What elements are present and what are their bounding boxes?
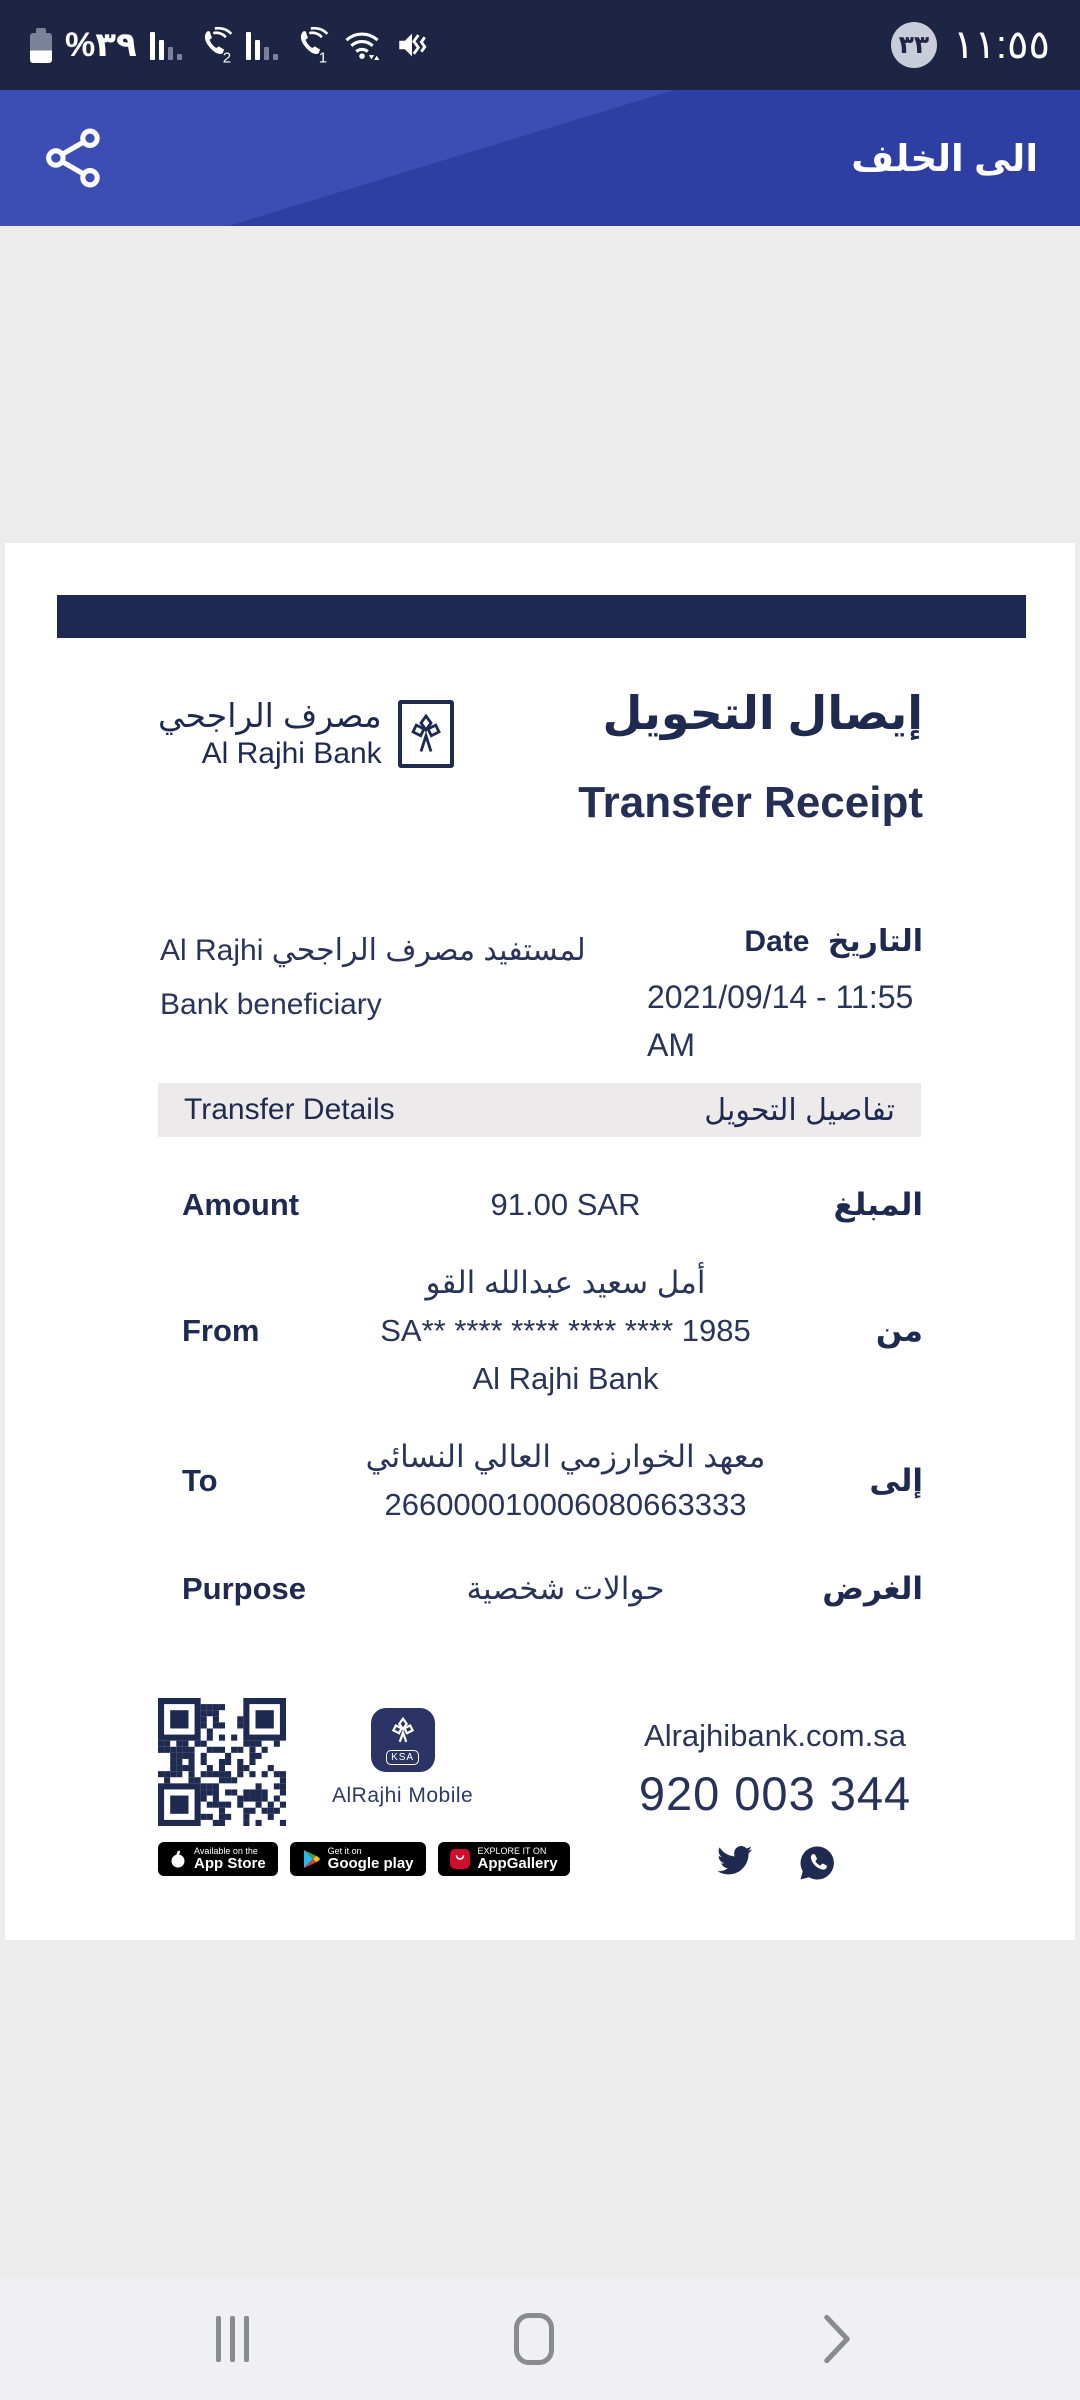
transfer-details-title-ar: تفاصيل التحويل (704, 1093, 895, 1127)
bank-name-ar: مصرف الراجحي (158, 697, 382, 734)
google-play-icon (302, 1849, 320, 1869)
date-label-ar: التاريخ (827, 925, 923, 958)
home-button[interactable] (489, 2278, 579, 2400)
recipient-name: معهد الخوارزمي العالي النسائي (365, 1439, 766, 1475)
row-to (158, 1433, 923, 1529)
row-label-ar: الغرض (822, 1571, 923, 1607)
website: Alrajhibank.com.sa (644, 1718, 906, 1754)
footer-left (158, 1698, 570, 1881)
status-bar (0, 0, 1080, 90)
wifi-call-sim1-icon (291, 26, 329, 64)
badge-top-text: EXPLORE IT ON (477, 1845, 547, 1856)
clock: ١١:٥٥ (952, 23, 1050, 67)
sender-name: أمل سعيد عبدالله القو (425, 1265, 706, 1301)
bank-emblem-icon (398, 700, 454, 768)
app-store-badge (158, 1842, 278, 1876)
badge-bottom-text: Google play (327, 1855, 414, 1873)
status-right (891, 22, 1050, 68)
share-button[interactable] (42, 126, 106, 190)
battery-icon (30, 28, 52, 63)
notification-count-badge: ٣٣ (891, 22, 937, 68)
row-label-en: To (182, 1463, 218, 1499)
battery-percent: %٣٩ (65, 26, 137, 64)
date-label-en: Date (744, 925, 810, 958)
signal-bars-sim2-icon (150, 30, 182, 60)
badge-bottom-text: AppGallery (477, 1855, 558, 1873)
alrajhi-mobile-app-icon (371, 1708, 435, 1772)
date-block (647, 924, 923, 1069)
section-header (158, 1083, 921, 1137)
qr-code (158, 1698, 286, 1826)
whatsapp-icon (799, 1845, 835, 1881)
row-value (328, 1433, 803, 1529)
sim2-number: 2 (222, 49, 231, 64)
receipt-header (158, 686, 923, 828)
row-label-en: Amount (182, 1187, 300, 1223)
bank-name-en: Al Rajhi Bank (201, 736, 382, 770)
twitter-icon (715, 1845, 753, 1879)
wifi-call-sim2-icon (195, 26, 233, 64)
receipt-card (5, 543, 1075, 1940)
date-row (160, 924, 923, 1069)
sender-iban: SA** **** **** **** **** 1985 (380, 1313, 751, 1349)
sim1-number: 1 (318, 49, 327, 64)
row-label-ar: المبلغ (833, 1187, 923, 1223)
receipt-title-ar: إيصال التحويل (602, 687, 923, 739)
transfer-details-title-en: Transfer Details (184, 1093, 395, 1126)
row-value: 91.00 SAR (490, 1187, 641, 1222)
nav-bar (0, 2278, 1080, 2400)
google-play-badge (290, 1842, 426, 1876)
date-value: 2021/09/14 - 11:55 AM (647, 979, 914, 1063)
beneficiary-note: لمستفيد مصرف الراجحي Al Rajhi Bank beneficiary (160, 934, 586, 1021)
recipient-account: 266000010006080663333 (384, 1487, 747, 1523)
row-label-en: Purpose (182, 1571, 307, 1607)
back-chevron-icon (823, 2314, 851, 2364)
recents-icon (216, 2316, 249, 2362)
row-label-ar: من (875, 1313, 923, 1349)
badge-top-text: Get it on (327, 1845, 362, 1856)
row-amount (158, 1181, 923, 1229)
recents-button[interactable] (187, 2278, 277, 2400)
details-table (158, 1181, 923, 1613)
back-button[interactable]: الى الخلف (851, 137, 1038, 179)
row-label-en: From (182, 1313, 260, 1349)
receipt-footer (158, 1698, 925, 1881)
phone-number: 920 003 344 (638, 1767, 912, 1821)
footer-right (625, 1718, 925, 1881)
receipt-title-en: Transfer Receipt (578, 778, 923, 827)
share-icon (42, 126, 106, 190)
apple-icon (170, 1849, 186, 1869)
app-name: AlRajhi Mobile (332, 1784, 474, 1808)
home-icon (514, 2313, 554, 2365)
sender-bank: Al Rajhi Bank (472, 1361, 659, 1397)
row-from (158, 1259, 923, 1403)
store-badges (158, 1842, 570, 1876)
back-nav-button[interactable] (792, 2278, 882, 2400)
card-top-bar (57, 595, 1026, 638)
row-label-ar: إلى (869, 1463, 923, 1499)
vibrate-icon (395, 28, 429, 62)
badge-top-text: Available on the (194, 1845, 258, 1856)
ksa-label: KSA (386, 1750, 419, 1765)
social-icons (715, 1845, 835, 1881)
wifi-icon (342, 27, 382, 63)
row-purpose (158, 1565, 923, 1613)
signal-bars-sim1-icon (246, 30, 278, 60)
appgallery-icon (450, 1849, 470, 1869)
appgallery-badge (438, 1842, 570, 1876)
date-label (647, 924, 923, 959)
row-value (328, 1259, 803, 1403)
app-header (0, 90, 1080, 226)
bank-logo (158, 696, 454, 772)
badge-bottom-text: App Store (194, 1855, 266, 1873)
alrajhi-mobile (332, 1708, 473, 1808)
row-value: حوالات شخصية (466, 1571, 665, 1607)
status-icons (30, 25, 429, 65)
